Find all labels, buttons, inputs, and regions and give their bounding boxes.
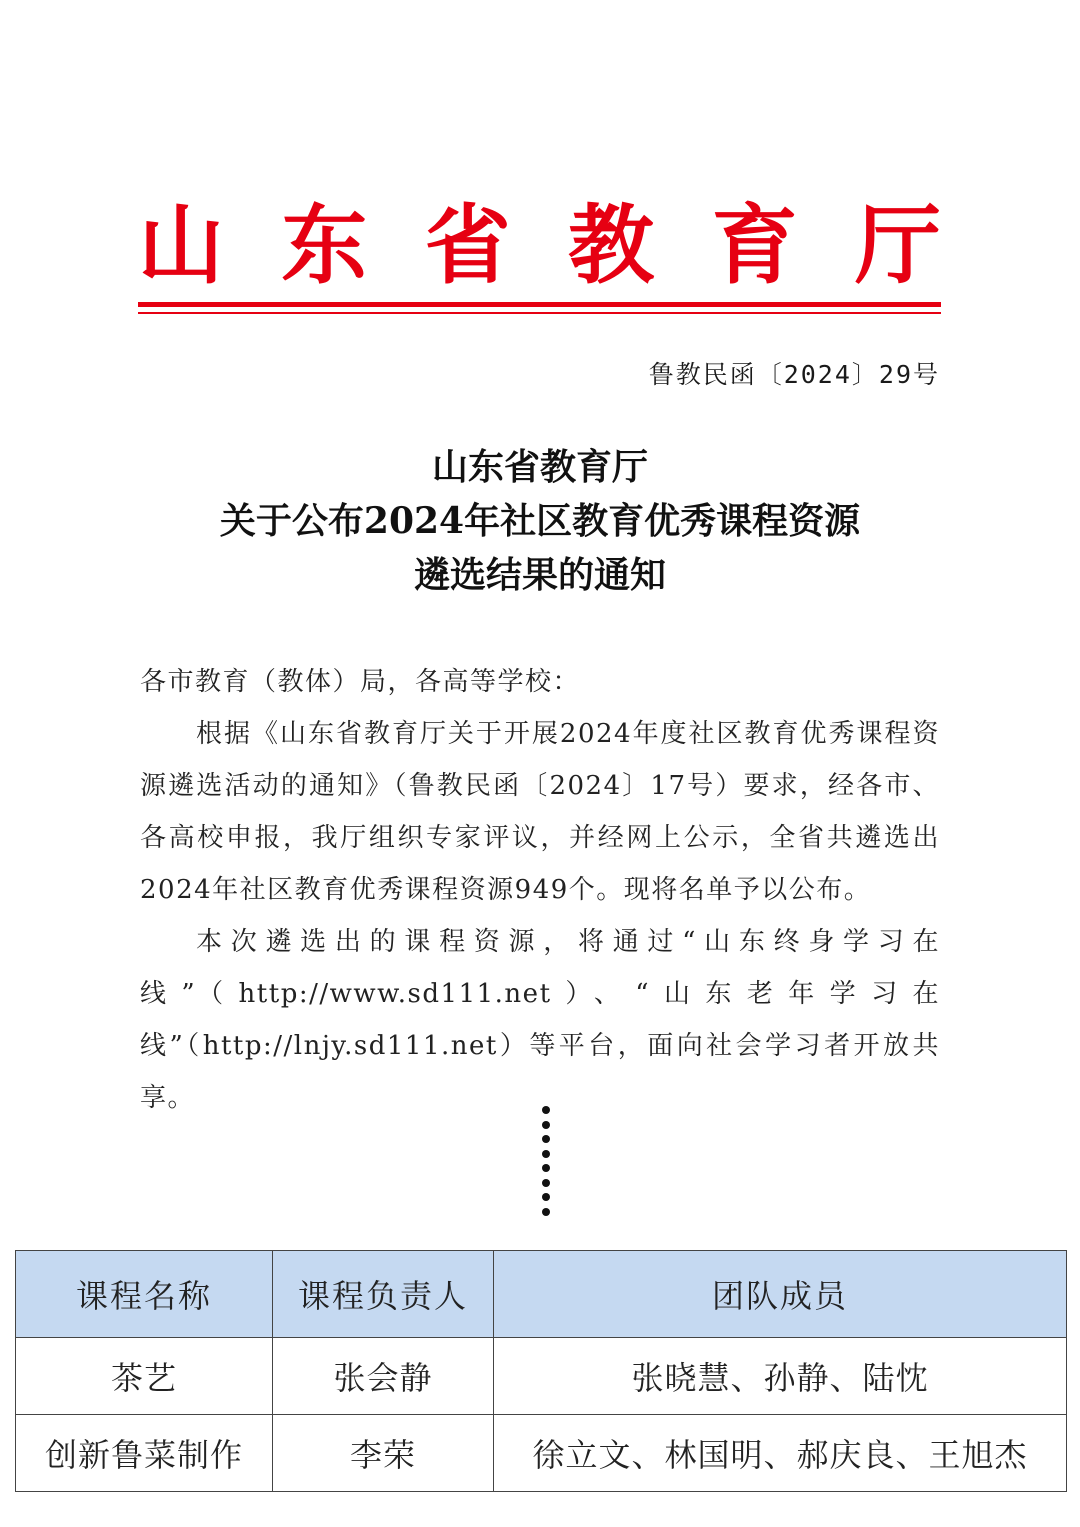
table-row xyxy=(16,1415,1067,1492)
masthead-char: 厅 xyxy=(854,196,941,296)
table-row xyxy=(16,1338,1067,1415)
document-number: 鲁教民函〔2024〕29号 xyxy=(648,360,940,389)
table-cell: 李荣 xyxy=(273,1415,494,1492)
title-line: 遴选结果的通知 xyxy=(413,554,666,596)
column-header: 课程名称 xyxy=(16,1251,273,1338)
table-cell: 张晓慧、孙静、陆忱 xyxy=(494,1338,1067,1415)
column-header: 团队成员 xyxy=(494,1251,1067,1338)
notice-body xyxy=(140,656,940,1124)
masthead-char: 育 xyxy=(711,196,798,296)
masthead xyxy=(138,196,941,296)
title-line: 山东省教育厅 xyxy=(431,446,648,488)
notice-title xyxy=(0,440,1080,602)
table-cell: 张会静 xyxy=(273,1338,494,1415)
body-paragraph: 本次遴选出的课程资源，将通过“山东终身学习在线”（http://www.sd111.net）、“山东老年学习在线”（http://lnjy.sd111.net）等平台，面向社会学习者开放共享。 xyxy=(140,927,940,1113)
course-table xyxy=(15,1250,1067,1492)
masthead-char: 教 xyxy=(568,196,655,296)
table-header-row xyxy=(16,1251,1067,1338)
red-rule-thin xyxy=(138,312,941,314)
masthead-char: 东 xyxy=(281,196,368,296)
ellipsis-dots-icon xyxy=(541,1106,551,1216)
table-cell: 徐立文、林国明、郝庆良、王旭杰 xyxy=(494,1415,1067,1492)
title-line: 关于公布2024年社区教育优秀课程资源 xyxy=(219,500,861,542)
table-cell: 创新鲁菜制作 xyxy=(16,1415,273,1492)
masthead-char: 山 xyxy=(138,196,224,296)
column-header: 课程负责人 xyxy=(273,1251,494,1338)
table-cell: 茶艺 xyxy=(16,1338,273,1415)
red-rule-thick xyxy=(138,302,941,307)
salutation: 各市教育（教体）局，各高等学校： xyxy=(140,667,581,697)
masthead-char: 省 xyxy=(424,196,511,296)
body-paragraph: 根据《山东省教育厅关于开展2024年度社区教育优秀课程资源遴选活动的通知》（鲁教民函〔2024〕17号）要求，经各市、各高校申报，我厅组织专家评议，并经网上公示，全省共遴选出2024年社区教育优秀课程资源949个。现将名单予以公布。 xyxy=(140,719,940,905)
